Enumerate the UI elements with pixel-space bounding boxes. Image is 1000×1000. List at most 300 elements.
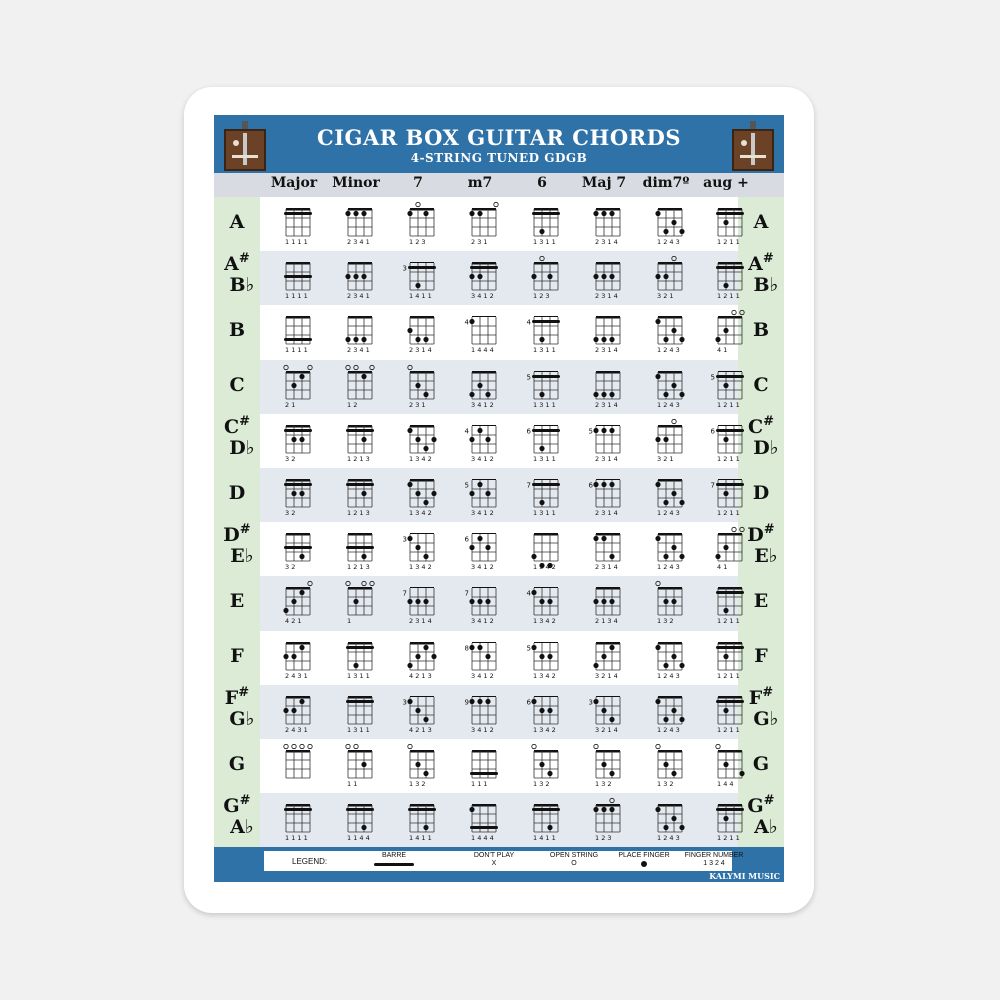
- finger-dot: [663, 229, 668, 234]
- chord-diagram-svg: [584, 795, 630, 845]
- chord-diagram-svg: [706, 362, 752, 412]
- chord-diagram: [336, 578, 382, 632]
- nut: [348, 262, 372, 265]
- finger-number-label: 1 2 4 3: [657, 725, 680, 734]
- finger-dot: [407, 699, 412, 704]
- finger-number-label: 3 4 1 2: [471, 400, 494, 409]
- finger-number-label: 1 3 1 1: [347, 671, 370, 680]
- nut: [410, 208, 434, 211]
- root-note: E: [229, 590, 245, 613]
- enharmonic-note: D♭: [753, 436, 779, 459]
- finger-dot: [477, 644, 482, 649]
- legend-label: LEGEND:: [292, 857, 328, 866]
- finger-number-label: 1 3 1 1: [347, 725, 370, 734]
- barre-mark: [716, 646, 744, 649]
- nut: [472, 696, 496, 697]
- chord-diagram-svg: [522, 741, 568, 791]
- barre-mark: [716, 375, 744, 378]
- finger-number-label: 1 2 1 1: [717, 509, 740, 517]
- chord-root-label: [214, 374, 260, 396]
- finger-number-label: 1 2 4 3: [657, 509, 680, 517]
- finger-dot: [715, 554, 720, 559]
- fret-position-label: 4: [526, 589, 531, 598]
- finger-dot: [477, 599, 482, 604]
- chord-diagram: [336, 633, 382, 687]
- chord-diagram: [274, 199, 320, 253]
- chord-root-label: [214, 251, 260, 297]
- finger-dot: [609, 211, 614, 216]
- chord-diagram: [274, 524, 320, 578]
- nut: [472, 533, 496, 534]
- chord-root-label: [214, 753, 260, 775]
- chord-diagram: [336, 253, 382, 307]
- nut: [534, 371, 558, 372]
- finger-number-label: 1 3 1 1: [533, 509, 556, 517]
- open-string-mark: [408, 365, 412, 369]
- finger-number-label: 2 3 1 4: [409, 617, 432, 626]
- finger-dot: [283, 608, 288, 613]
- chord-diagram-svg: [336, 470, 382, 520]
- nut: [286, 696, 310, 699]
- legend-dont-play-label: DON'T PLAY: [473, 852, 515, 859]
- finger-dot: [671, 382, 676, 387]
- chord-diagram-svg: [646, 578, 692, 628]
- finger-number-label: 1 1 1 1: [285, 292, 308, 301]
- finger-dot: [609, 337, 614, 342]
- chord-diagram-svg: [274, 741, 320, 791]
- footer-banner: [214, 847, 784, 882]
- nut: [718, 642, 742, 645]
- finger-dot: [679, 500, 684, 505]
- nut: [472, 262, 496, 265]
- chord-diagram: [274, 633, 320, 687]
- chord-diagram-svg: [460, 687, 506, 737]
- finger-dot: [531, 644, 536, 649]
- chord-diagram-svg: [274, 416, 320, 466]
- sharp-sign: #: [762, 251, 774, 267]
- chord-diagram: [706, 307, 752, 361]
- finger-dot: [663, 762, 668, 767]
- chord-root-label: [214, 211, 260, 233]
- finger-number-label: 1 3 4 2: [533, 563, 556, 572]
- open-string-mark: [416, 202, 420, 206]
- finger-dot: [609, 644, 614, 649]
- chord-diagram-svg: [706, 416, 752, 466]
- finger-dot: [423, 825, 428, 830]
- nut: [718, 479, 742, 480]
- open-string-mark: [284, 744, 288, 748]
- enharmonic-note: G♭: [229, 707, 255, 730]
- barre-mark: [284, 808, 312, 811]
- finger-number-label: 1 3 2: [657, 617, 674, 626]
- finger-dot: [485, 491, 490, 496]
- chord-diagram-svg: [646, 633, 692, 683]
- chord-diagram: [460, 199, 506, 253]
- open-string-mark: [672, 256, 676, 260]
- nut: [596, 642, 620, 645]
- barre-mark: [346, 483, 374, 486]
- chord-diagram-svg: [336, 199, 382, 249]
- barre-mark: [532, 808, 560, 811]
- finger-dot: [663, 825, 668, 830]
- open-string-mark: [672, 419, 676, 423]
- fret-position-label: 4: [464, 427, 469, 436]
- nut: [286, 533, 310, 536]
- finger-dot: [593, 428, 598, 433]
- finger-dot: [609, 554, 614, 559]
- chord-diagram: [646, 253, 692, 307]
- finger-number-label: 2 4 3 1: [285, 725, 308, 734]
- nut: [658, 642, 682, 645]
- chord-diagram-svg: [584, 416, 630, 466]
- finger-dot: [679, 554, 684, 559]
- sharp-sign: #: [239, 413, 251, 429]
- finger-number-label: 1 2 4 3: [657, 834, 680, 843]
- chord-diagram-svg: [584, 307, 630, 357]
- finger-dot: [477, 482, 482, 487]
- finger-dot: [299, 373, 304, 378]
- nut: [534, 696, 558, 697]
- enharmonic-note: G♭: [753, 707, 779, 730]
- chord-diagram: [274, 416, 320, 470]
- sharp-sign: #: [763, 522, 775, 538]
- fret-position-label: 6: [464, 535, 469, 544]
- finger-dot: [593, 274, 598, 279]
- fret-position-label: 5: [526, 644, 531, 653]
- finger-dot: [663, 391, 668, 396]
- barre-mark: [284, 429, 312, 432]
- root-note: A: [224, 253, 239, 276]
- finger-dot: [531, 699, 536, 704]
- chord-diagram-svg: [274, 307, 320, 357]
- finger-dot: [671, 491, 676, 496]
- barre-mark: [346, 429, 374, 432]
- chord-diagram: [646, 578, 692, 632]
- root-note: E: [753, 590, 769, 613]
- barre-mark: [346, 808, 374, 811]
- column-header: aug +: [703, 175, 749, 191]
- open-string-mark: [308, 365, 312, 369]
- chord-diagram-svg: [584, 741, 630, 791]
- finger-number-label: 4 1: [717, 346, 728, 355]
- finger-dot: [723, 437, 728, 442]
- finger-dot: [655, 373, 660, 378]
- nut: [410, 587, 434, 588]
- open-string-mark: [354, 744, 358, 748]
- enharmonic-note: B♭: [753, 274, 779, 297]
- finger-number-label: 3 4 1 2: [471, 454, 494, 463]
- barre-mark: [284, 212, 312, 215]
- finger-dot: [547, 653, 552, 658]
- fret-position-label: 3: [402, 535, 407, 544]
- chord-diagram: [706, 578, 752, 632]
- finger-dot: [345, 274, 350, 279]
- finger-dot: [469, 699, 474, 704]
- chord-diagram-svg: [522, 795, 568, 845]
- nut: [658, 587, 682, 590]
- nut: [472, 750, 496, 753]
- chord-diagram: [398, 307, 444, 361]
- finger-number-label: 1 3 4 2: [533, 617, 556, 626]
- finger-number-label: 1 4 4 4: [471, 834, 494, 843]
- finger-dot: [539, 391, 544, 396]
- barre-mark: [408, 266, 436, 269]
- finger-dot: [679, 825, 684, 830]
- fret-position-label: 8: [464, 644, 469, 653]
- barre-mark: [470, 772, 498, 775]
- nut: [534, 425, 558, 426]
- chord-diagram: [646, 362, 692, 416]
- finger-number-label: 1 2 1 1: [717, 617, 740, 626]
- chord-diagram: [460, 470, 506, 524]
- finger-dot: [469, 545, 474, 550]
- finger-number-label: 3 4 1 2: [471, 671, 494, 680]
- finger-number-label: 3 4 1 2: [471, 509, 494, 517]
- finger-dot: [671, 708, 676, 713]
- finger-dot: [593, 536, 598, 541]
- finger-dot: [609, 599, 614, 604]
- nut: [472, 208, 496, 211]
- chord-diagram-svg: [398, 416, 444, 466]
- finger-dot: [601, 536, 606, 541]
- finger-number-label: 1 2 1 1: [717, 454, 740, 463]
- finger-dot: [723, 608, 728, 613]
- chord-diagram-svg: [646, 362, 692, 412]
- finger-number-label: 2 3 1 4: [595, 509, 618, 517]
- finger-dot: [469, 274, 474, 279]
- chord-diagram-svg: [460, 416, 506, 466]
- nut: [658, 750, 682, 753]
- chord-diagram: [274, 578, 320, 632]
- finger-dot: [601, 708, 606, 713]
- finger-dot: [423, 644, 428, 649]
- chord-diagram-svg: [522, 687, 568, 737]
- chord-diagram: [398, 741, 444, 795]
- finger-dot: [299, 554, 304, 559]
- finger-dot: [655, 437, 660, 442]
- root-note: B: [752, 319, 770, 342]
- chord-diagram: [274, 253, 320, 307]
- finger-dot: [291, 382, 296, 387]
- finger-dot: [601, 428, 606, 433]
- finger-number-label: 4 2 1 3: [409, 725, 432, 734]
- chord-root-label: [214, 319, 260, 341]
- finger-dot: [415, 545, 420, 550]
- chord-diagram: [584, 416, 630, 470]
- fret-position-label: 3: [402, 698, 407, 707]
- chord-diagram: [584, 795, 630, 849]
- finger-number-label: 3 2 1 4: [595, 671, 618, 680]
- finger-number-label: 3 2 1: [657, 292, 674, 301]
- barre-mark: [470, 826, 498, 829]
- chord-diagram-svg: [398, 199, 444, 249]
- finger-dot: [469, 644, 474, 649]
- column-header: Minor: [332, 175, 380, 191]
- finger-dot: [407, 536, 412, 541]
- finger-dot: [739, 771, 744, 776]
- nut: [658, 696, 682, 699]
- nut: [286, 587, 310, 590]
- finger-number-label: 2 3 1 4: [595, 400, 618, 409]
- chord-diagram: [522, 253, 568, 307]
- finger-dot: [469, 391, 474, 396]
- finger-number-label: 3 2 1: [657, 454, 674, 463]
- chord-diagram-svg: [336, 253, 382, 303]
- nut: [718, 425, 742, 426]
- finger-number-label: 1 3 4 2: [533, 725, 556, 734]
- chord-diagram: [398, 633, 444, 687]
- nut: [658, 425, 682, 428]
- root-note: A: [229, 211, 245, 233]
- chord-diagram-svg: [460, 795, 506, 845]
- finger-dot: [423, 446, 428, 451]
- root-note: F: [748, 686, 763, 709]
- finger-number-label: 2 4 3 1: [285, 671, 308, 680]
- chord-diagram: [336, 524, 382, 578]
- barre-mark: [716, 808, 744, 811]
- sharp-sign: #: [238, 251, 250, 267]
- barre-mark: [532, 429, 560, 432]
- open-string-mark: [656, 582, 660, 586]
- chord-diagram: [522, 741, 568, 795]
- finger-number-label: 2 3 1 4: [595, 238, 618, 246]
- nut: [596, 371, 620, 374]
- fret-position-label: 6: [588, 481, 593, 490]
- fret-position-label: 5: [710, 373, 715, 382]
- finger-dot: [539, 500, 544, 505]
- chord-diagram-svg: [336, 307, 382, 357]
- finger-dot: [345, 337, 350, 342]
- finger-dot: [415, 599, 420, 604]
- chord-diagram: [646, 524, 692, 578]
- finger-dot: [299, 644, 304, 649]
- chord-diagram-svg: [460, 362, 506, 412]
- finger-dot: [601, 482, 606, 487]
- finger-dot: [291, 599, 296, 604]
- finger-dot: [423, 500, 428, 505]
- fret-position-label: 7: [464, 589, 469, 598]
- nut: [348, 425, 372, 428]
- nut: [348, 642, 372, 645]
- nut: [410, 750, 434, 753]
- nut: [348, 750, 372, 753]
- chord-diagram-svg: [522, 633, 568, 683]
- nut: [534, 642, 558, 643]
- chord-diagram-svg: [274, 687, 320, 737]
- chord-diagram-svg: [398, 633, 444, 683]
- chord-diagram: [706, 416, 752, 470]
- finger-number-label: 1 4 1 1: [409, 834, 432, 843]
- chord-diagram-svg: [274, 795, 320, 845]
- finger-dot: [431, 653, 436, 658]
- nut: [348, 479, 372, 482]
- finger-number-label: 2 3 1 4: [595, 346, 618, 355]
- nut: [596, 208, 620, 211]
- chord-diagram-svg: [398, 578, 444, 628]
- open-string-mark: [494, 202, 498, 206]
- finger-dot: [353, 211, 358, 216]
- finger-dot: [671, 545, 676, 550]
- root-note: G: [747, 795, 764, 818]
- chord-diagram: [336, 199, 382, 253]
- finger-number-label: 1 1 1 1: [285, 346, 308, 355]
- chord-diagram: [584, 253, 630, 307]
- finger-dot: [601, 807, 606, 812]
- enharmonic-note: A♭: [754, 816, 778, 839]
- finger-dot: [485, 699, 490, 704]
- chord-diagram: [336, 795, 382, 849]
- chord-diagram: [646, 687, 692, 741]
- finger-dot: [531, 274, 536, 279]
- chord-diagram-svg: [336, 795, 382, 845]
- finger-dot: [531, 590, 536, 595]
- finger-dot: [283, 708, 288, 713]
- finger-dot: [723, 545, 728, 550]
- chord-diagram-svg: [646, 307, 692, 357]
- chord-diagram: [522, 362, 568, 416]
- finger-number-label: 1 2 1 1: [717, 834, 740, 843]
- chord-diagram-svg: [274, 199, 320, 249]
- finger-dot: [723, 762, 728, 767]
- finger-number-label: 1 2 3: [533, 292, 550, 301]
- sharp-sign: #: [762, 684, 774, 700]
- chord-diagram: [274, 362, 320, 416]
- finger-dot: [609, 807, 614, 812]
- nut: [658, 533, 682, 536]
- chord-diagram-svg: [398, 362, 444, 412]
- finger-dot: [715, 337, 720, 342]
- chord-root-label: [214, 482, 260, 504]
- open-string-mark: [716, 744, 720, 748]
- chord-diagram: [398, 199, 444, 253]
- chord-diagram: [646, 795, 692, 849]
- finger-dot: [663, 554, 668, 559]
- finger-dot: [679, 662, 684, 667]
- finger-number-label: 1 1 1 1: [285, 834, 308, 843]
- nut: [718, 371, 742, 372]
- finger-number-label: 4 2 1: [285, 617, 302, 626]
- chord-diagram-svg: [274, 524, 320, 574]
- root-note: A: [748, 253, 763, 276]
- finger-dot: [671, 653, 676, 658]
- chord-diagram: [522, 307, 568, 361]
- sharp-sign: #: [239, 793, 251, 809]
- open-string-mark: [594, 744, 598, 748]
- open-string-mark: [656, 744, 660, 748]
- barre-symbol: [374, 863, 414, 866]
- finger-dot: [663, 337, 668, 342]
- finger-dot: [423, 391, 428, 396]
- chord-diagram: [522, 578, 568, 632]
- nut: [286, 425, 310, 428]
- open-string-mark: [308, 582, 312, 586]
- chord-diagram: [522, 416, 568, 470]
- finger-number-label: 1 3 4 2: [409, 563, 432, 572]
- finger-number-label: 1 2 4 3: [657, 563, 680, 572]
- open-string-mark: [732, 311, 736, 315]
- chord-diagram-svg: [706, 741, 752, 791]
- chord-diagram-svg: [646, 741, 692, 791]
- finger-number-label: 2 3 1 4: [595, 563, 618, 572]
- finger-dot: [723, 382, 728, 387]
- chord-diagram: [398, 578, 444, 632]
- finger-number-label: 1 2 1 1: [717, 400, 740, 409]
- finger-number-label: 1 4 1 1: [409, 292, 432, 301]
- chord-diagram: [522, 524, 568, 578]
- finger-number-label: 3 4 1 2: [471, 617, 494, 626]
- chord-diagram-svg: [398, 307, 444, 357]
- open-string-mark: [370, 582, 374, 586]
